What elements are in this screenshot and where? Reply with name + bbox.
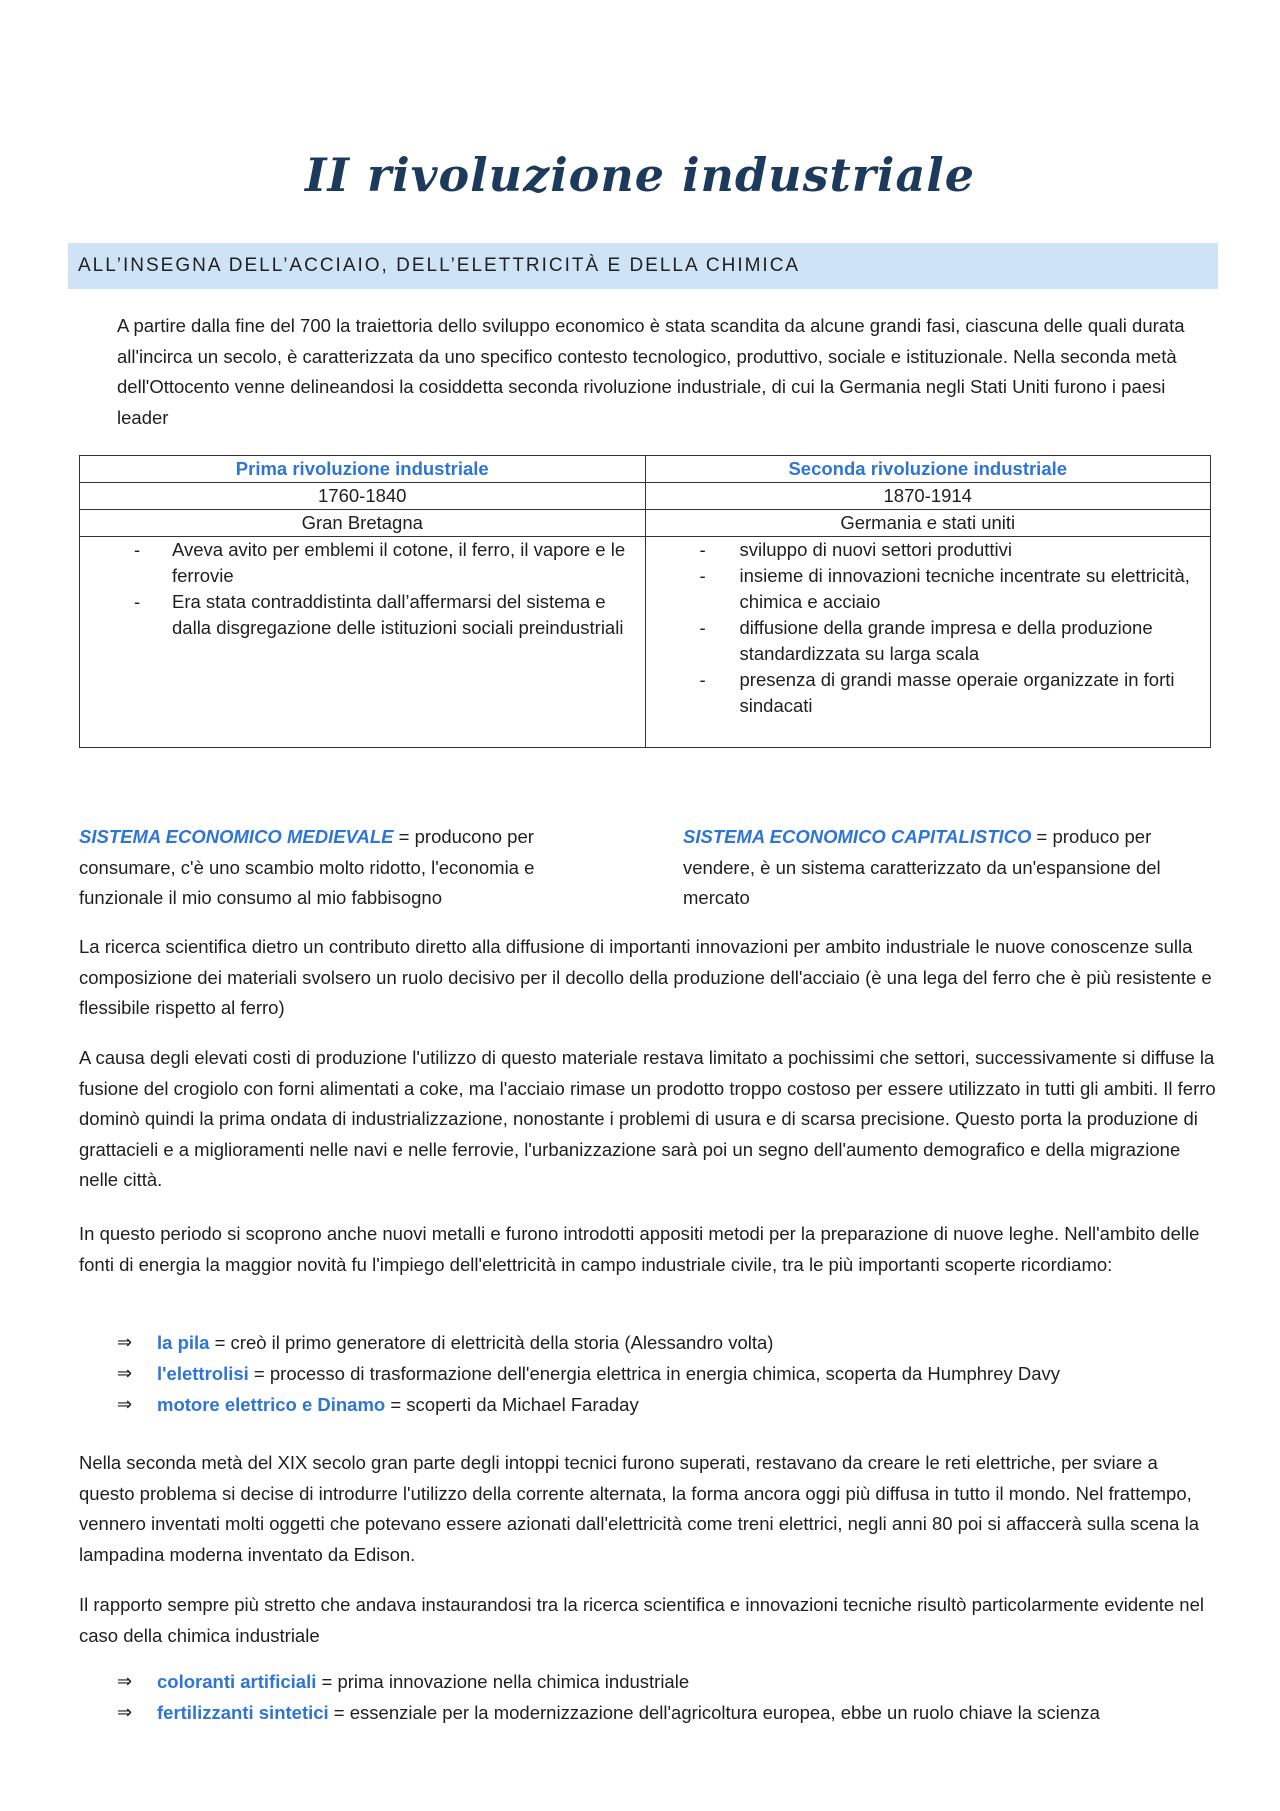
- table-row: [80, 456, 1211, 483]
- table-row: [80, 537, 1211, 748]
- page-title: II rivoluzione industriale: [304, 148, 976, 202]
- capitalist-system-definition: [683, 822, 1213, 914]
- table-cell-features-second: [645, 537, 1211, 748]
- arrow-icon: ⇒: [117, 1671, 133, 1692]
- discovery-text: = scoperti da Michael Faraday: [385, 1394, 639, 1415]
- list-item: [79, 1666, 1219, 1697]
- table-header-first: Prima rivoluzione industriale: [80, 456, 646, 483]
- section-heading: ALL’INSEGNA DELL’ACCIAIO, DELL’ELETTRICITÀ E DELLA CHIMICA: [78, 255, 801, 276]
- chemistry-term: coloranti artificiali: [157, 1671, 317, 1692]
- table-row: [80, 510, 1211, 537]
- feature-list-second: [652, 537, 1205, 719]
- chemistry-list: [79, 1666, 1219, 1728]
- list-item: - diffusione della grande impresa e della produzione standardizzata su larga scala: [652, 615, 1205, 667]
- list-item: [79, 1697, 1219, 1728]
- list-item: - Era stata contraddistinta dall’affermarsi del sistema e dalla disgregazione delle istituzioni sociali preindustriali: [86, 589, 639, 641]
- arrow-icon: ⇒: [117, 1363, 133, 1384]
- list-item: - Aveva avito per emblemi il cotone, il ferro, il vapore e le ferrovie: [86, 537, 639, 589]
- list-item: - insieme di innovazioni tecniche incentrate su elettricità, chimica e acciaio: [652, 563, 1205, 615]
- list-item: [79, 1327, 1219, 1358]
- table-cell-dates-first: 1760-1840: [80, 483, 646, 510]
- paragraph-chemistry: Il rapporto sempre più stretto che andava instaurandosi tra la ricerca scientifica e innovazioni tecniche risultò particolarmente evidente nel caso della chimica industriale: [79, 1594, 1204, 1646]
- arrow-icon: ⇒: [117, 1702, 133, 1723]
- arrow-icon: ⇒: [117, 1394, 133, 1415]
- table-cell-place-first: Gran Bretagna: [80, 510, 646, 537]
- paragraph-electricity: In questo periodo si scoprono anche nuovi metalli e furono introdotti appositi metodi per la preparazione di nuove leghe. Nell'ambito delle fonti di energia la maggior novità fu l'impiego dell'elettricità in campo industriale civile, tra le più importanti scoperte ricordiamo:: [79, 1223, 1200, 1275]
- medieval-system-definition: [79, 822, 579, 914]
- paragraph-alternating-current: Nella seconda metà del XIX secolo gran parte degli intoppi tecnici furono superati, restavano da creare le reti elettriche, per sviare a questo problema si decise di introdurre l'utilizzo della corrente alternata, la forma ancora oggi più diffusa in tutto il mondo. Nel frattempo, vennero inventati molti oggetti che potevano essere azionati dall'elettricità come treni elettrici, negli anni 80 poi si affaccerà sulla scena la lampadina moderna inventato da Edison.: [79, 1452, 1199, 1565]
- medieval-system-term: SISTEMA ECONOMICO MEDIEVALE: [79, 826, 394, 847]
- intro-paragraph: A partire dalla fine del 700 la traiettoria dello sviluppo economico è stata scandita da alcune grandi fasi, ciascuna delle quali durata all'incirca un secolo, è caratterizzata da uno specifico contesto tecnologico, produttivo, sociale e istituzionale. Nella seconda metà dell'Ottocento venne delineandosi la cosiddetta seconda rivoluzione industriale, di cui la Germania negli Stati Uniti furono i paesi leader: [117, 315, 1185, 428]
- capitalist-system-term: SISTEMA ECONOMICO CAPITALISTICO: [683, 826, 1032, 847]
- discovery-term: motore elettrico e Dinamo: [157, 1394, 386, 1415]
- table-cell-features-first: [80, 537, 646, 748]
- discovery-text: = creò il primo generatore di elettricità della storia (Alessandro volta): [209, 1332, 774, 1353]
- discovery-term: l'elettrolisi: [157, 1363, 249, 1384]
- paragraph-research: La ricerca scientifica dietro un contributo diretto alla diffusione di importanti innovazioni per ambito industriale le nuove conoscenze sulla composizione dei materiali svolsero un ruolo decisivo per il decollo della produzione dell'acciaio (è una lega del ferro che è più resistente e flessibile rispetto al ferro): [79, 936, 1212, 1018]
- section-banner: [68, 243, 1218, 289]
- feature-list-first: [86, 537, 639, 641]
- chemistry-text: = essenziale per la modernizzazione dell'agricoltura europea, ebbe un ruolo chiave la scienza: [328, 1702, 1100, 1723]
- list-item: [79, 1358, 1219, 1389]
- table-row: [80, 483, 1211, 510]
- paragraph-steel: A causa degli elevati costi di produzione l'utilizzo di questo materiale restava limitato a pochissimi che settori, successivamente si diffuse la fusione del crogiolo con forni alimentati a coke, ma l'acciaio rimase un prodotto troppo costoso per essere utilizzato in tutti gli ambiti. Il ferro dominò quindi la prima ondata di industrializzazione, nonostante i problemi di usura e di scarsa precisione. Questo porta la produzione di grattacieli e a miglioramenti nelle navi e nelle ferrovie, l'urbanizzazione sarà poi un segno dell'aumento demografico e della migrazione nelle città.: [79, 1047, 1216, 1190]
- list-item: - presenza di grandi masse operaie organizzate in forti sindacati: [652, 667, 1205, 719]
- discoveries-list: [79, 1327, 1219, 1420]
- table-cell-dates-second: 1870-1914: [645, 483, 1211, 510]
- chemistry-term: fertilizzanti sintetici: [157, 1702, 329, 1723]
- medieval-system-text: = producono per consumare, c'è uno scambio molto ridotto, l'economia e funzionale il mio consumo al mio fabbisogno: [79, 826, 535, 908]
- arrow-icon: ⇒: [117, 1332, 133, 1353]
- table-cell-place-second: Germania e stati uniti: [645, 510, 1211, 537]
- discovery-term: la pila: [157, 1332, 210, 1353]
- discovery-text: = processo di trasformazione dell'energia elettrica in energia chimica, scoperta da Humphrey Davy: [248, 1363, 1061, 1384]
- table-header-second: Seconda rivoluzione industriale: [645, 456, 1211, 483]
- capitalist-system-text: = produco per vendere, è un sistema caratterizzato da un'espansione del mercato: [683, 826, 1161, 908]
- list-item: [79, 1389, 1219, 1420]
- list-item: - sviluppo di nuovi settori produttivi: [652, 537, 1205, 563]
- comparison-table: [79, 455, 1211, 748]
- chemistry-text: = prima innovazione nella chimica industriale: [316, 1671, 690, 1692]
